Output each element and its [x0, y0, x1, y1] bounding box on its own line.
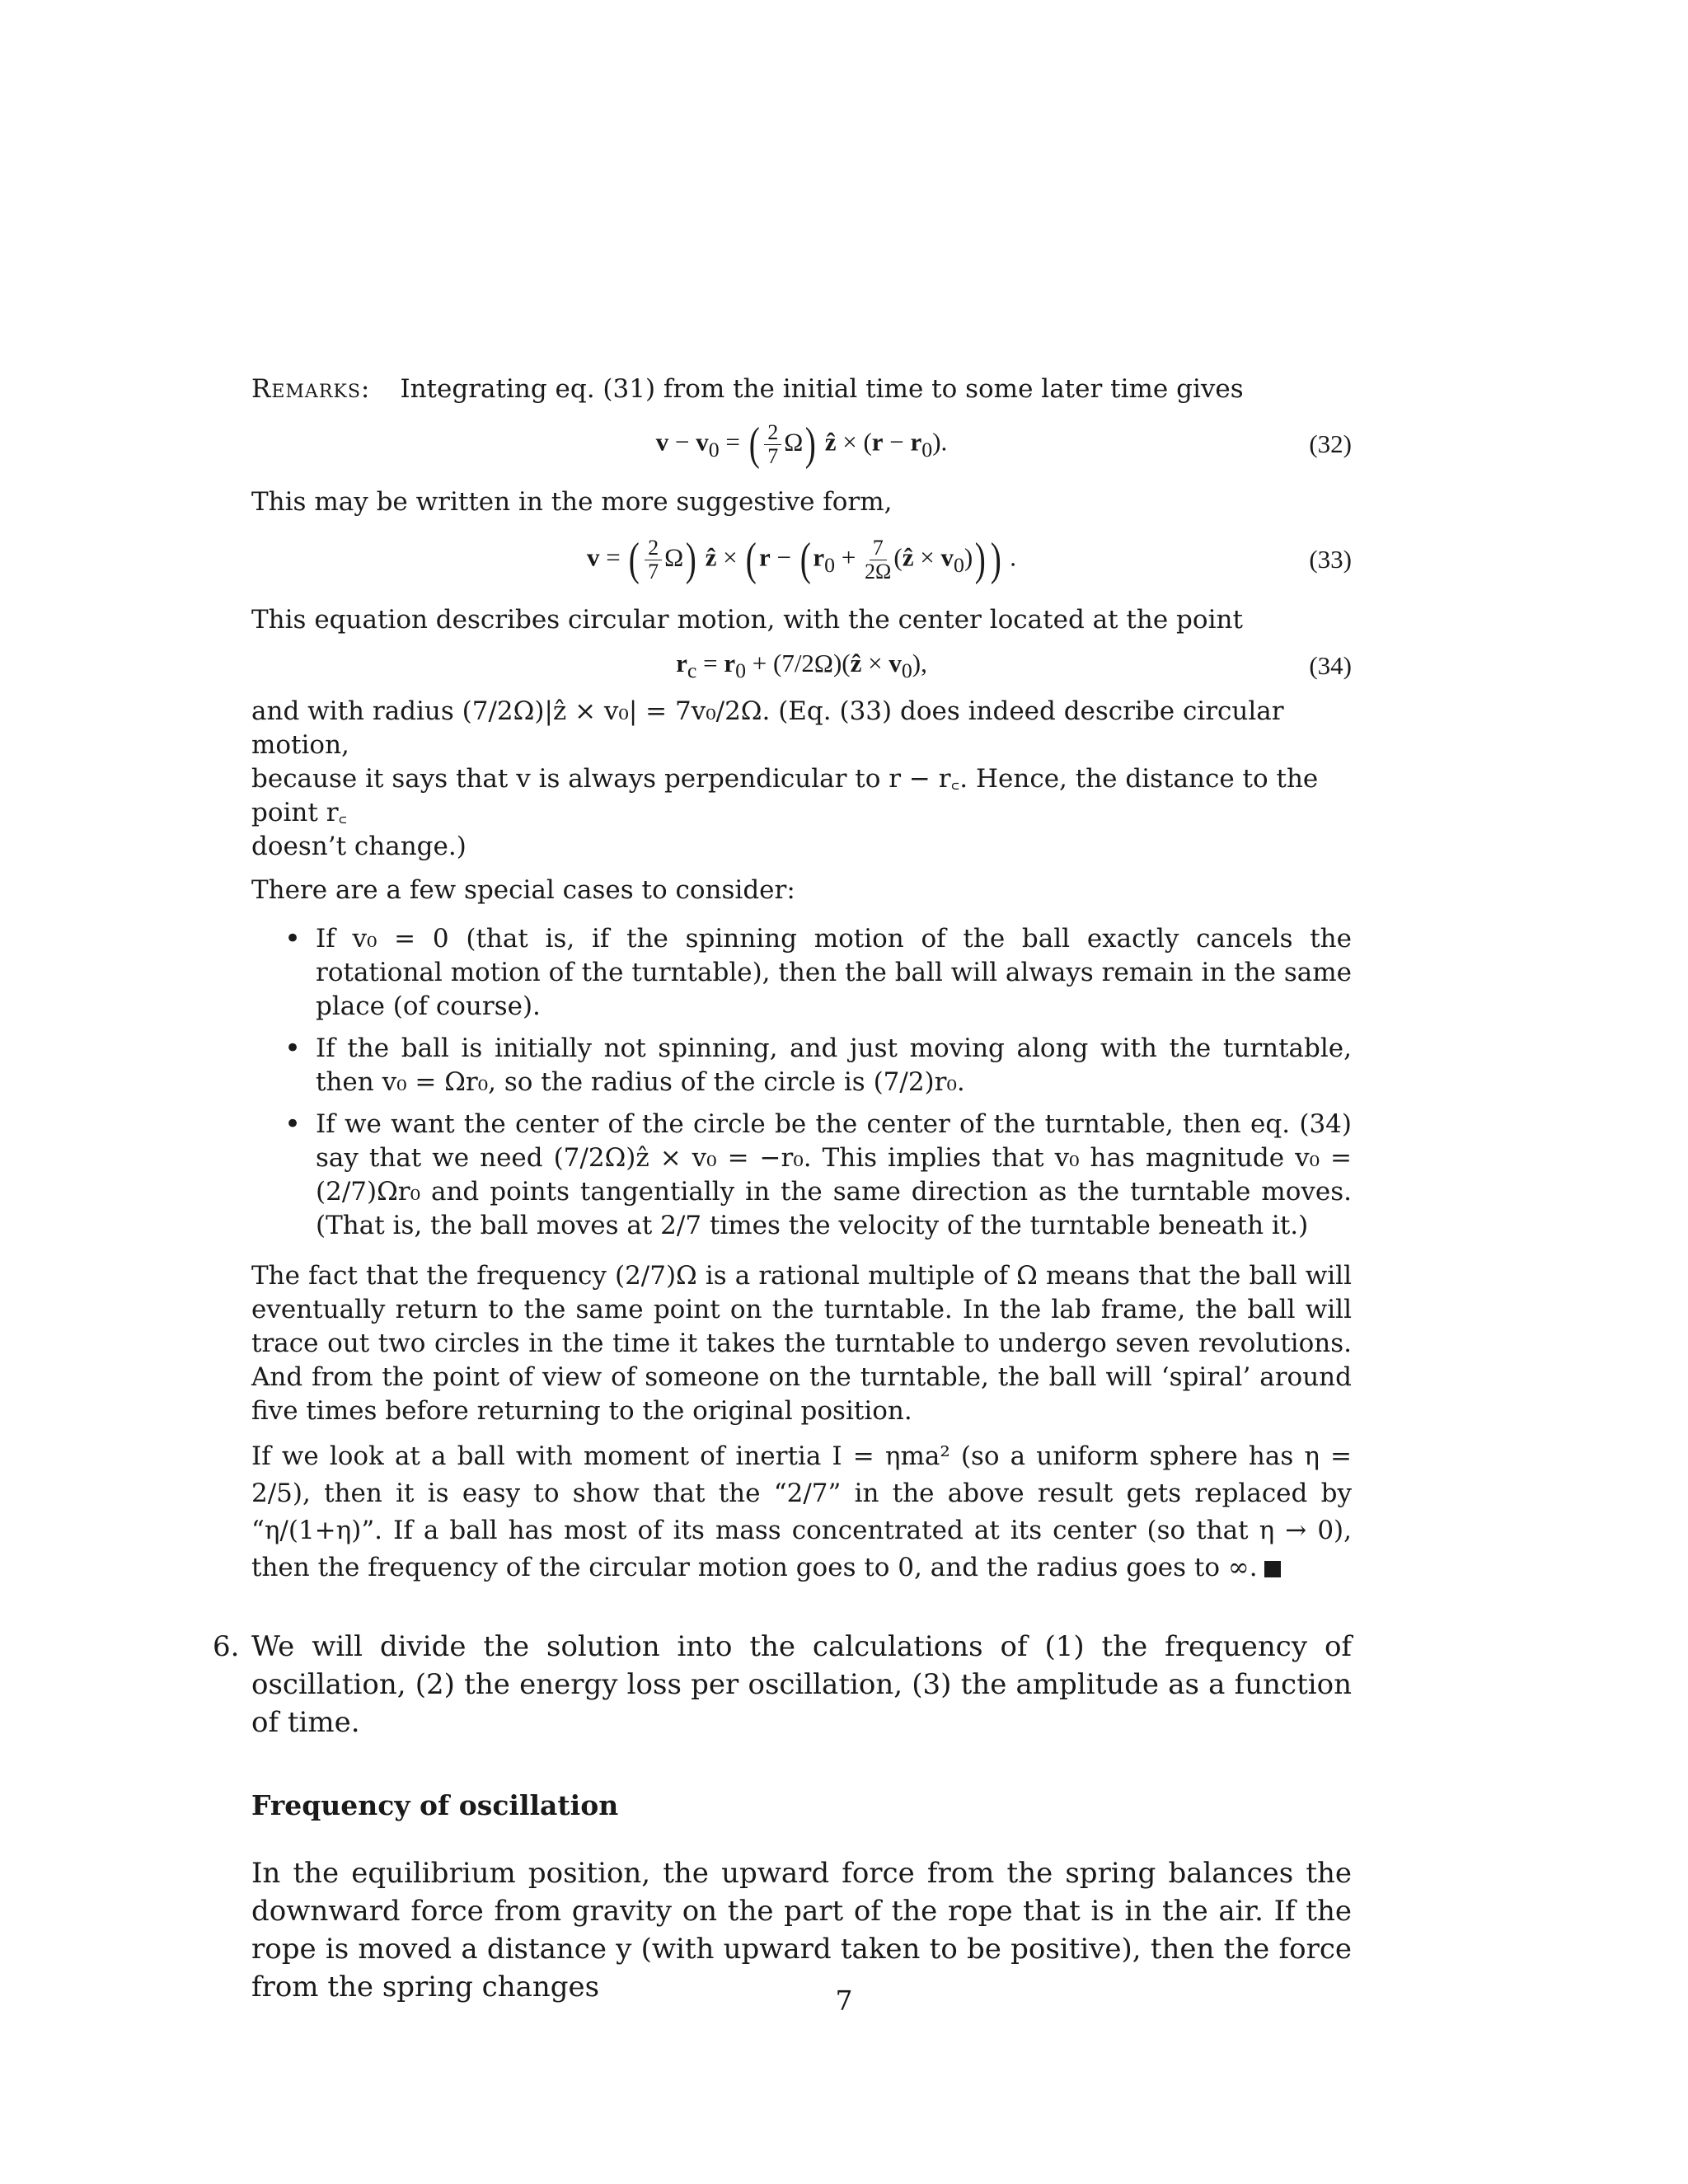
list-item: • If we want the center of the circle be the center of the turntable, then eq. (34) say that we need (7/2Ω)ẑ × v₀ = −r₀. This implies that v₀ has magnitude v₀ = (2/7)Ωr₀ and points tangentially in the same direction as the turntable moves. (That is, the ball moves at 2/7 times the velocity of the turntable beneath it.) — [316, 1108, 1352, 1243]
section-heading: Frequency of oscillation — [251, 1789, 619, 1821]
suggestive-form-text: This may be written in the more suggestive form, — [251, 487, 893, 517]
problem-6-text: We will divide the solution into the calculations of (1) the frequency of oscillation, (2) the energy loss per oscillation, (3) the amplitude as a function of time. — [251, 1630, 1352, 1739]
equation-33 — [251, 519, 1352, 600]
equation-33-body: v = ( $\frac{2}{7}$ Ω) ẑ × ($r - (r_0$ + $\frac{7}{2\Omega}$ (ẑ × $v_0$))) . — [586, 534, 1017, 585]
circular-motion-text: This equation describes circular motion, with the center located at the point — [251, 605, 1243, 635]
page-number: 7 — [835, 1985, 853, 2017]
equation-32-number: (32) — [1309, 429, 1352, 458]
page-content — [213, 373, 1352, 2006]
list-item: • If v₀ = 0 (that is, if the spinning motion of the ball exactly cancels the rotational motion of the turntable), then the ball will always remain in the same place (of course). — [316, 922, 1352, 1024]
list-item: • If the ball is initially not spinning, and just moving along with the turntable, then v₀ = Ωr₀, so the radius of the circle is (7/2)r₀. — [316, 1032, 1352, 1099]
problem-6 — [213, 1628, 1352, 1741]
radius-paragraph: and with radius (7/2Ω)|ẑ × v₀| = 7v₀/2Ω. (Eq. (33) does indeed describe circular motion, because it says that v is always perpendicular to r − r꜀. Hence, the distance to the point r꜀ doesn’t change.) — [251, 696, 1319, 861]
equation-34 — [251, 637, 1352, 695]
special-cases-list — [251, 922, 1352, 1243]
frequency-paragraph: The fact that the frequency (2/7)Ω is a rational multiple of Ω means that the ball will eventually return to the same point on the turntable. In the lab frame, the ball will trace out two circles in the time it takes the turntable to undergo seven revolutions. And from the point of view of someone on the turntable, the ball will ‘spiral’ around five times before returning to the original position. — [251, 1261, 1352, 1426]
equation-33-number: (33) — [1309, 545, 1352, 574]
remarks-intro: Remarks: Integrating eq. (31) from the initial time to some later time gives — [251, 374, 1244, 404]
inertia-paragraph: If we look at a ball with moment of inertia I = ηma² (so a uniform sphere has η = 2/5), then it is easy to show that the “2/7” in the above result gets replaced by “η/(1+η)”. If a ball has most of its mass concentrated at its center (so that η → 0), then the frequency of the circular motion goes to 0, and the radius goes to ∞. — [251, 1441, 1352, 1582]
frequency-oscillation-paragraph: In the equilibrium position, the upward force from the spring balances the downward force from gravity on the part of the rope that is in the air. If the rope is moved a distance y (with upward taken to be positive), then the force from the spring changes — [251, 1857, 1352, 2004]
equation-32 — [251, 406, 1352, 482]
special-cases-intro: There are a few special cases to consider: — [251, 875, 795, 905]
equation-34-number: (34) — [1309, 651, 1352, 680]
problem-number: 6. — [213, 1630, 240, 1663]
equation-32-body: $v - v_0$ = ( $\frac{2}{7}$ Ω) ẑ × $(r - r_0)$. — [655, 419, 948, 470]
qed-square-icon — [1264, 1561, 1281, 1577]
equation-34-body: $r_c = r_0$ + (7/2Ω)(ẑ × $v_0$), — [676, 648, 927, 683]
remarks-label: Remarks: — [251, 374, 371, 404]
